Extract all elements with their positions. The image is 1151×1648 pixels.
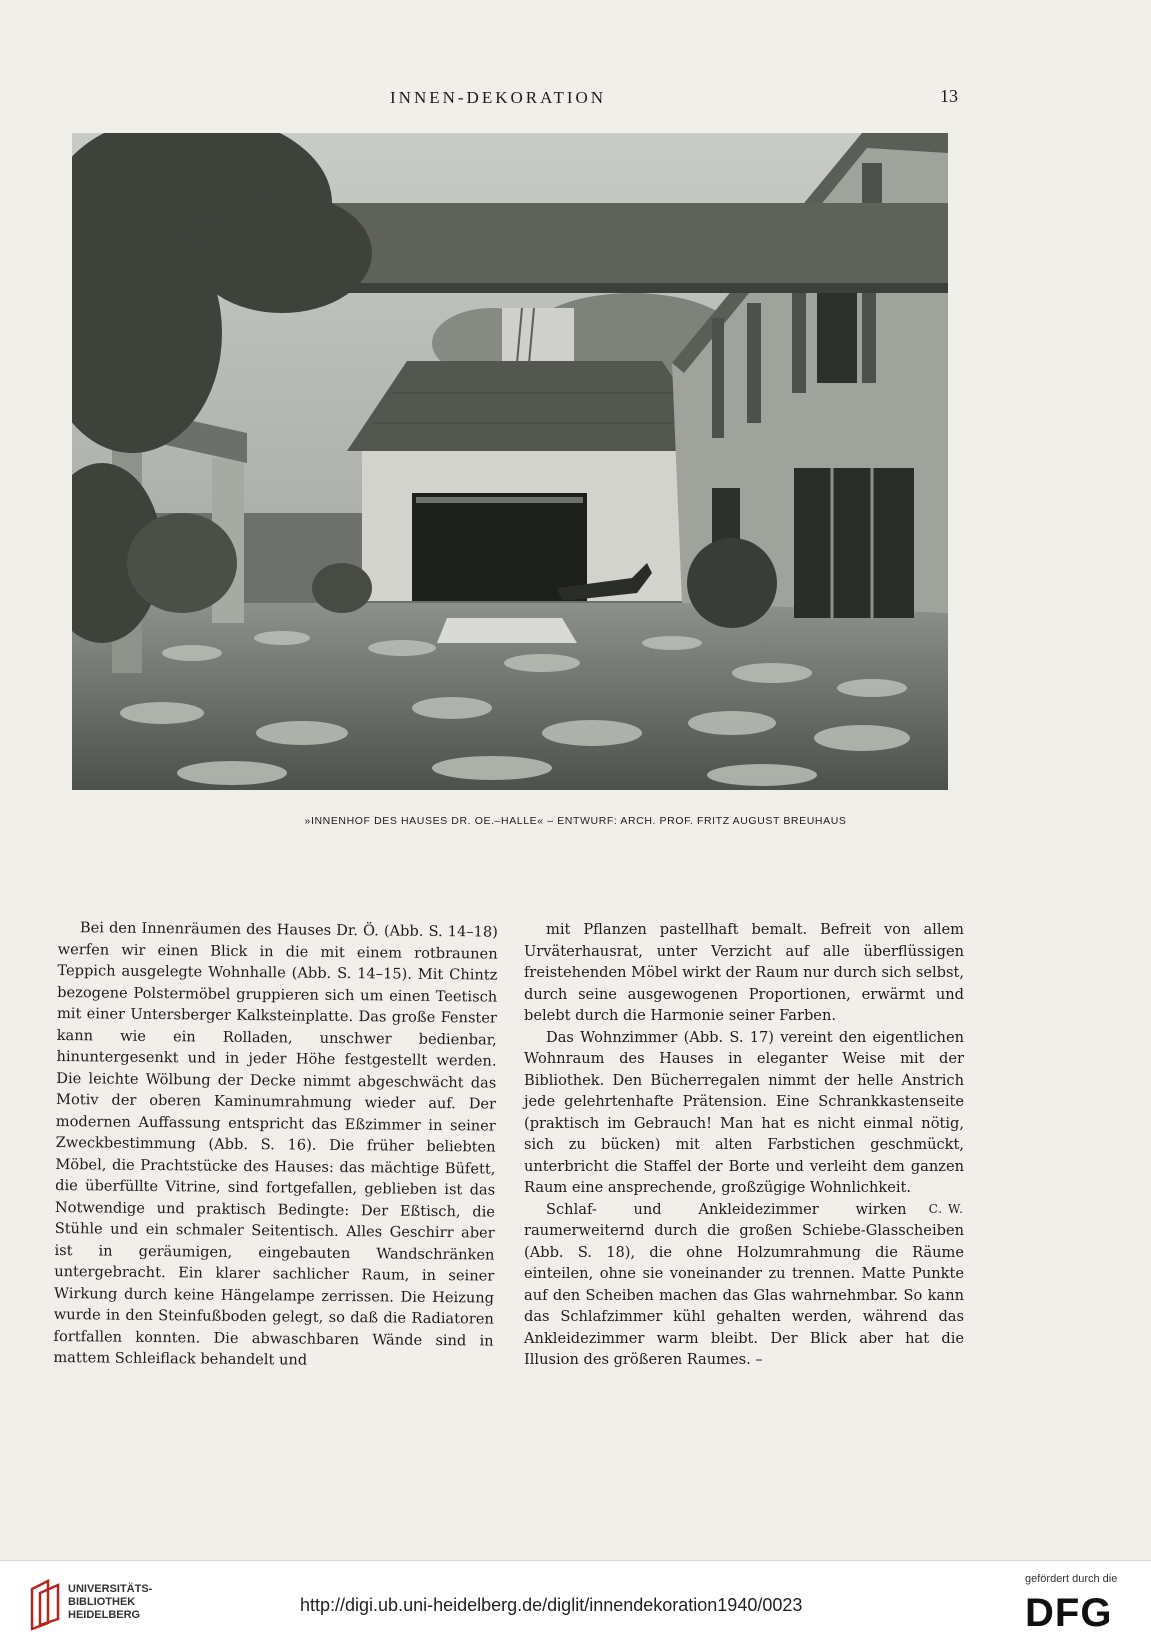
library-name xyxy=(68,1583,152,1622)
garden-pool xyxy=(437,618,577,643)
chimney xyxy=(502,308,574,363)
digitization-footer xyxy=(0,1560,1151,1648)
article-right-column xyxy=(524,919,964,1371)
dfg-logo: DFG xyxy=(1025,1591,1113,1635)
figure-caption: »INNENHOF DES HAUSES DR. OE.–HALLE« – ENTWURF: ARCH. PROF. FRITZ AUGUST BREUHAUS xyxy=(304,815,847,827)
pavilion-opening xyxy=(412,493,587,601)
library-name-line: UNIVERSITÄTS- xyxy=(68,1583,153,1595)
article-paragraph: Bei den Innenräumen des Hauses Dr. Ö. (Abb. S. 14–18) werfen wir einen Blick in die mit einem rotbraunen Teppich ausgelegte Wohnhalle (Abb. S. 14–15). Mit Chintz bezogene Polstermöbel gruppieren sich um einen Teetisch mit einer Untersberger Kalksteinplatte. Das große Fenster kann wie ein Rolladen, unschwer bedienbar, hinuntergesenkt und in jeder Höhe festgestellt werden. Die leichte Wölbung der Decke nimmt abgeschwächt das Motiv der oberen Kaminumrahmung wieder auf. Der modernen Auffassung entspricht das Eßzimmer in seiner Zweckbestimmung (Abb. S. 16). Die früher beliebten Möbel, die Prachtstücke des Hauses: das mächtige Büfett, die überfüllte Vitrine, sind fortgefallen, geblieben ist das Notwendige und praktisch Bedingte: Der Eßtisch, die Stühle und ein schmaler Seitentisch. Alles Geschirr aber ist in geräumigen, eingebauten Wandschränken untergebracht. Ein klarer sachlicher Raum, in seiner Wirkung durch keine Hängelampe zerrissen. Die Heizung wurde in den Steinfußboden gelegt, so daß die Radiatoren fortfallen konnten. Die abwaschbaren Wände sind in mattem Schleiflack behandelt und xyxy=(53,919,498,1369)
article-paragraph: Das Wohnzimmer (Abb. S. 17) vereint den eigentlichen Wohnraum des Hauses in eleganter Weise mit der Bibliothek. Den Bücherregalen nimmt der helle Anstrich jede gelehrtenhafte Prätension. Eine Schrankkastenseite (praktisch im Gebrauch! Man hat es nicht einmal nötig, sich zu bücken) mit alten Farbstichen geschmückt, unterbricht die Staffel der Borte und verleiht dem ganzen Raum eine ansprechende, großzügige Wohnlichkeit. xyxy=(524,1028,964,1196)
pergola-beam xyxy=(312,203,948,293)
courtyard-photograph xyxy=(72,133,948,790)
running-title: INNEN-DEKORATION xyxy=(390,88,607,107)
library-name-line: BIBLIOTHEK xyxy=(68,1596,136,1608)
library-name-line: HEIDELBERG xyxy=(68,1609,141,1621)
funded-by-label: gefördert durch die xyxy=(1025,1573,1118,1585)
pavilion-roof xyxy=(347,361,722,451)
courtyard-illustration xyxy=(72,133,948,790)
signature: C. W. xyxy=(928,1201,964,1216)
permalink-url[interactable]: http://digi.ub.uni-heidelberg.de/diglit/innendekoration1940/0023 xyxy=(300,1595,803,1615)
article-paragraph: mit Pflanzen pastellhaft bemalt. Befreit von allem Urväterhausrat, unter Verzicht auf alle überflüssigen freistehenden Möbel wirkt der Raum nur durch sich selbst, durch seine ausgewogenen Proportionen, erwärmt und belebt durch die Harmonie seiner Farben. xyxy=(524,921,964,1024)
article-paragraph-text: Schlaf- und Ankleidezimmer wirken raumerweiternd durch die großen Schiebe-Glasscheiben (Abb. S. 18), die ohne Holzumrahmung die Räume einteilen, ohne sie voneinander zu trennen. Matte Punkte auf den Scheiben machen das Glas wahrnehmbar. So kann das Schlafzimmer kühl gehalten werden, während das Ankleidezimmer warm bleibt. Der Blick aber hat die Illusion des größeren Raumes. – xyxy=(524,1200,964,1368)
shrub xyxy=(687,538,777,628)
article-left-column xyxy=(53,917,498,1373)
article-paragraph xyxy=(524,1199,964,1371)
page-number: 13 xyxy=(940,86,958,106)
university-library-logo-icon xyxy=(28,1579,64,1631)
